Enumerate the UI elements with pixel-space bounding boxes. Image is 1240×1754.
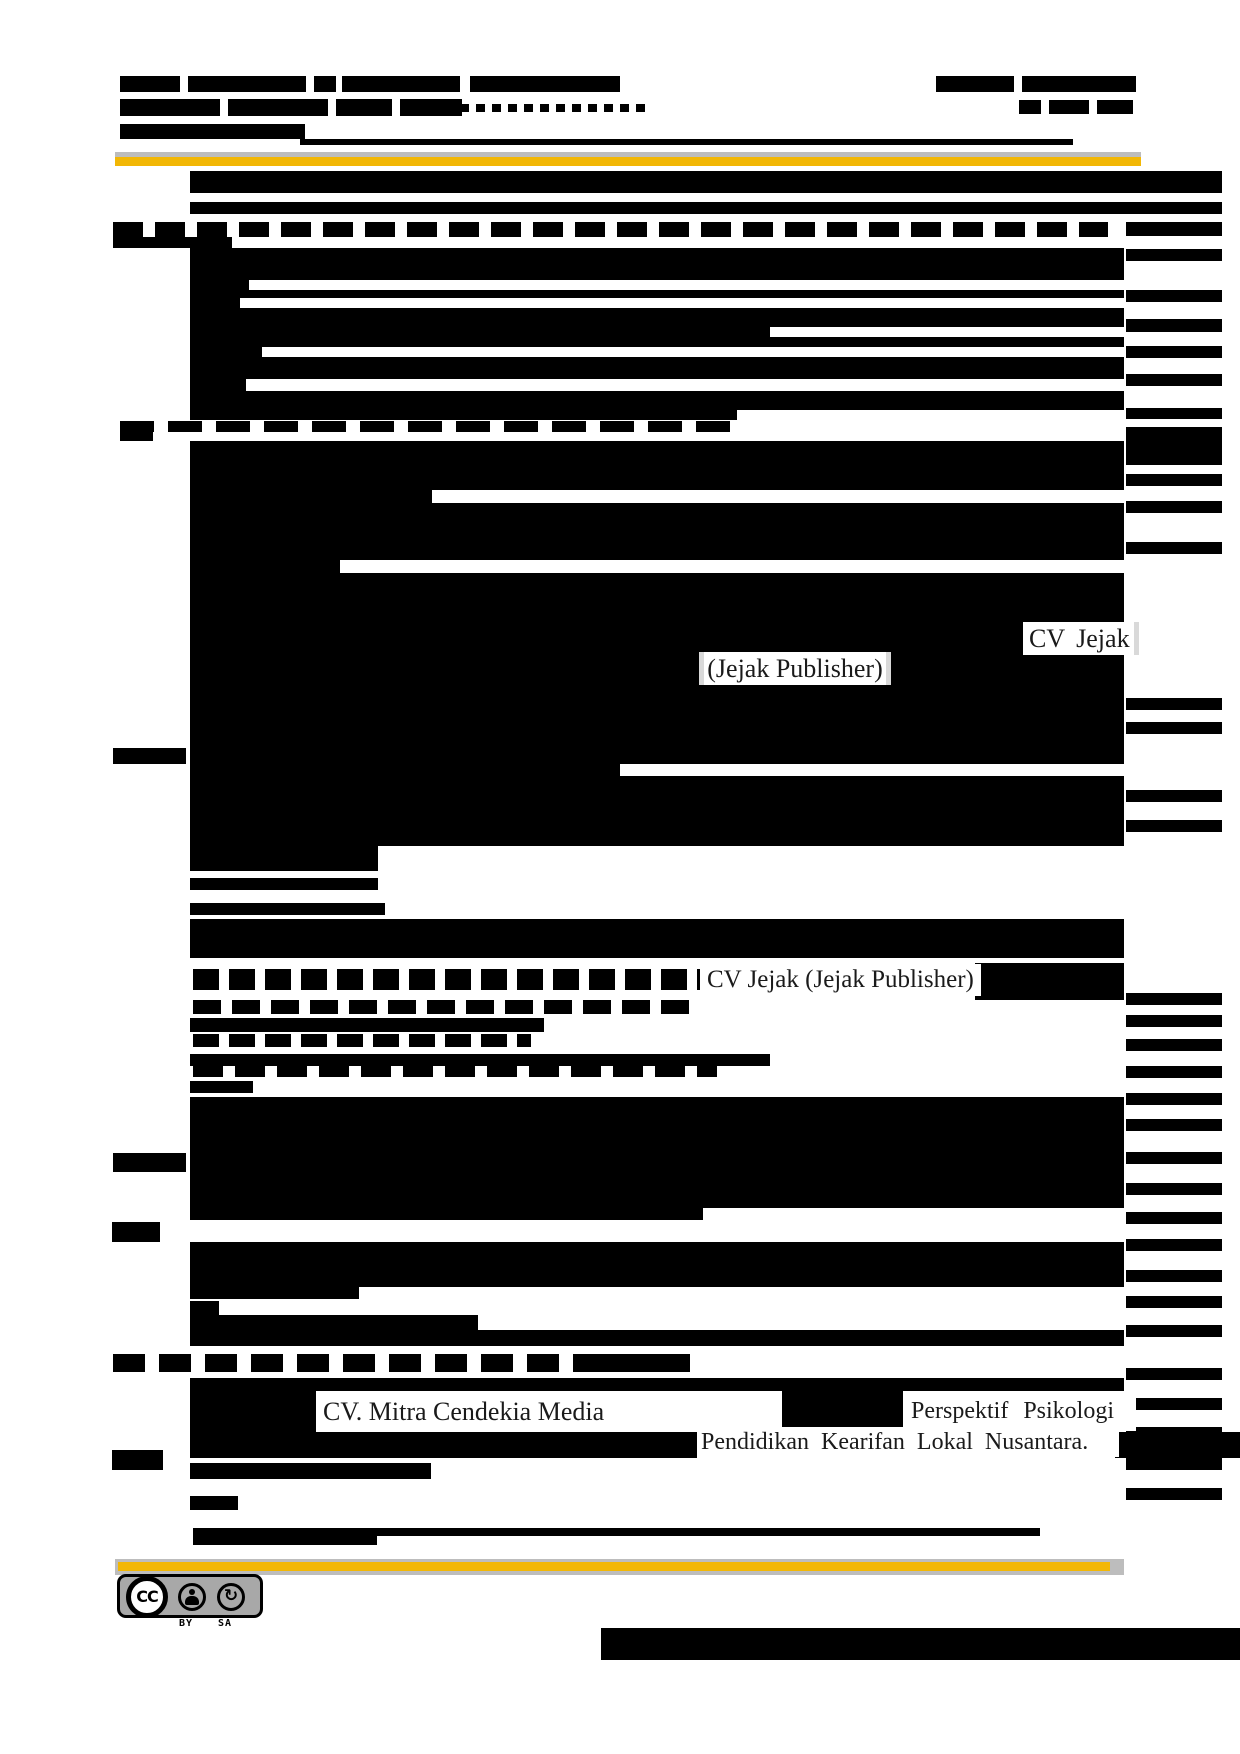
redaction-bar xyxy=(190,1330,1124,1346)
redaction-bar xyxy=(336,99,392,116)
reference-title-perspektif-psikologi: Perspektif Psikologi xyxy=(903,1391,1136,1431)
redaction-bar xyxy=(228,99,328,116)
redaction-bar xyxy=(1126,1398,1222,1410)
redaction-bar xyxy=(190,248,1124,280)
redaction-bar xyxy=(1126,1368,1222,1380)
redaction-bar xyxy=(190,379,246,391)
redaction-bar xyxy=(190,1097,1124,1208)
redaction-bar xyxy=(190,503,1124,560)
redaction-bar xyxy=(1126,1212,1222,1224)
redaction-bar xyxy=(883,652,1124,683)
redaction-bar xyxy=(188,76,306,92)
publisher-text-cv-jejak: CV Jejak xyxy=(1023,622,1139,655)
redaction-bar xyxy=(190,919,1124,958)
redaction-bar xyxy=(975,963,1124,1000)
redaction-dashed-bar xyxy=(193,969,700,990)
redaction-bar xyxy=(190,410,737,420)
redaction-bar xyxy=(1126,1427,1222,1439)
redaction-bar xyxy=(1126,249,1222,261)
redaction-bar xyxy=(120,99,220,116)
cc-by-person-icon xyxy=(178,1583,206,1611)
redaction-bar xyxy=(190,357,1124,379)
redaction-bar xyxy=(190,846,378,871)
redaction-bar xyxy=(1126,1152,1222,1164)
redaction-bar xyxy=(190,683,1124,764)
redaction-bar xyxy=(400,99,462,116)
redaction-bar xyxy=(190,1315,478,1330)
redaction-bar xyxy=(193,1528,377,1545)
redaction-bar xyxy=(190,1463,431,1479)
redaction-bar xyxy=(377,1528,1040,1536)
redaction-bar xyxy=(190,1432,697,1458)
redaction-bar xyxy=(112,1450,163,1470)
redaction-bar xyxy=(113,748,186,764)
redaction-bar xyxy=(470,76,620,92)
top-separator-yellow-rule xyxy=(115,157,1141,166)
redaction-bar xyxy=(190,1301,219,1315)
redaction-bar xyxy=(190,1392,316,1432)
redaction-bar xyxy=(1049,100,1089,114)
redaction-bar xyxy=(1126,1183,1222,1195)
redaction-bar xyxy=(190,391,1124,410)
redaction-bar xyxy=(112,1222,160,1242)
redaction-bar xyxy=(775,1392,903,1432)
redaction-bar xyxy=(1097,100,1133,114)
redaction-bar xyxy=(1126,1239,1222,1251)
redaction-bar xyxy=(190,290,1124,298)
redaction-bar xyxy=(190,625,1025,652)
redaction-bar xyxy=(1126,542,1222,554)
reference-publisher-cv-jejak-full: CV Jejak (Jejak Publisher) xyxy=(701,964,981,996)
redaction-bar xyxy=(190,652,701,683)
redaction-dashed-bar xyxy=(193,1034,531,1047)
redaction-bar xyxy=(1126,501,1222,513)
redaction-bar xyxy=(190,280,249,290)
redaction-bar xyxy=(190,1378,1124,1392)
cc-sa-arrow-icon: ↻ xyxy=(217,1583,245,1611)
redaction-bar xyxy=(190,776,1124,846)
redaction-bar xyxy=(300,139,1073,145)
redaction-bar xyxy=(1126,408,1222,419)
redaction-bar xyxy=(113,1153,186,1172)
redaction-bar xyxy=(1126,1296,1222,1308)
redaction-bar xyxy=(1126,993,1222,1005)
redaction-bar xyxy=(1126,290,1222,302)
redaction-bar xyxy=(190,327,770,337)
redaction-bar xyxy=(190,1287,359,1299)
redaction-bar xyxy=(190,1081,253,1093)
redaction-bar xyxy=(1126,222,1222,236)
redaction-dashed-bar xyxy=(460,104,650,112)
redaction-bar xyxy=(1126,820,1222,832)
redaction-bar xyxy=(1126,722,1222,734)
redaction-dashed-bar xyxy=(113,1354,690,1372)
redaction-bar xyxy=(190,347,262,357)
redaction-bar xyxy=(1126,1015,1222,1027)
redaction-dashed-bar xyxy=(193,1066,717,1077)
redaction-bar xyxy=(190,202,1222,214)
redaction-bar xyxy=(190,1242,1124,1287)
redaction-bar xyxy=(1126,1270,1222,1282)
redaction-bar xyxy=(190,1054,770,1066)
redaction-bar xyxy=(190,1496,238,1510)
redaction-bar xyxy=(190,878,378,890)
redaction-bar xyxy=(1126,474,1222,486)
license-badge-plate xyxy=(117,1574,263,1618)
cc-sa-label: SA xyxy=(217,1618,233,1629)
bottom-separator-yellow-rule xyxy=(118,1562,1110,1571)
redaction-bar xyxy=(1019,100,1041,114)
redaction-bar xyxy=(190,764,620,776)
redaction-bar xyxy=(120,76,180,92)
redaction-bar xyxy=(1126,1325,1222,1337)
redaction-bar xyxy=(190,441,1124,490)
redaction-bar xyxy=(190,171,1222,193)
redaction-bar xyxy=(601,1628,1240,1660)
redaction-bar xyxy=(936,76,1014,92)
redaction-bar xyxy=(190,1018,544,1032)
redaction-bar xyxy=(1126,698,1222,710)
redaction-bar xyxy=(113,237,232,248)
redaction-bar xyxy=(1126,790,1222,802)
redaction-bar xyxy=(190,298,240,308)
redaction-bar xyxy=(1126,374,1222,386)
redaction-bar xyxy=(190,1208,703,1220)
redaction-bar xyxy=(1022,76,1136,92)
redaction-bar xyxy=(342,76,460,92)
redaction-bar xyxy=(1126,319,1222,332)
cc-by-label: BY xyxy=(178,1618,194,1629)
redaction-dashed-bar xyxy=(113,222,1108,237)
redaction-bar xyxy=(190,573,1124,625)
redaction-bar xyxy=(1126,1458,1222,1470)
redaction-bar xyxy=(1126,1119,1222,1131)
redaction-bar xyxy=(190,903,385,915)
redaction-dashed-bar xyxy=(193,1000,690,1014)
redaction-dashed-bar xyxy=(120,421,730,432)
redaction-bar xyxy=(1126,346,1222,358)
redaction-bar xyxy=(1126,1066,1222,1078)
redaction-bar xyxy=(1126,1488,1222,1500)
reference-title-pendidikan-kearifan: Pendidikan Kearifan Lokal Nusantara. xyxy=(697,1427,1119,1457)
redaction-bar xyxy=(120,124,305,139)
cc-by-sa-license-badge xyxy=(117,1574,267,1632)
redaction-bar xyxy=(190,560,340,573)
publisher-text-jejak-publisher: (Jejak Publisher) xyxy=(699,652,891,685)
redaction-bar xyxy=(314,76,336,92)
redaction-bar xyxy=(1126,1093,1222,1105)
reference-publisher-mitra-cendekia: CV. Mitra Cendekia Media xyxy=(316,1391,782,1432)
redaction-bar xyxy=(1126,1039,1222,1051)
cc-logo-icon: CC xyxy=(126,1576,168,1618)
redaction-bar xyxy=(190,337,1124,347)
redaction-bar xyxy=(190,490,432,503)
redaction-bar xyxy=(1126,427,1222,465)
redaction-bar xyxy=(190,308,1124,327)
